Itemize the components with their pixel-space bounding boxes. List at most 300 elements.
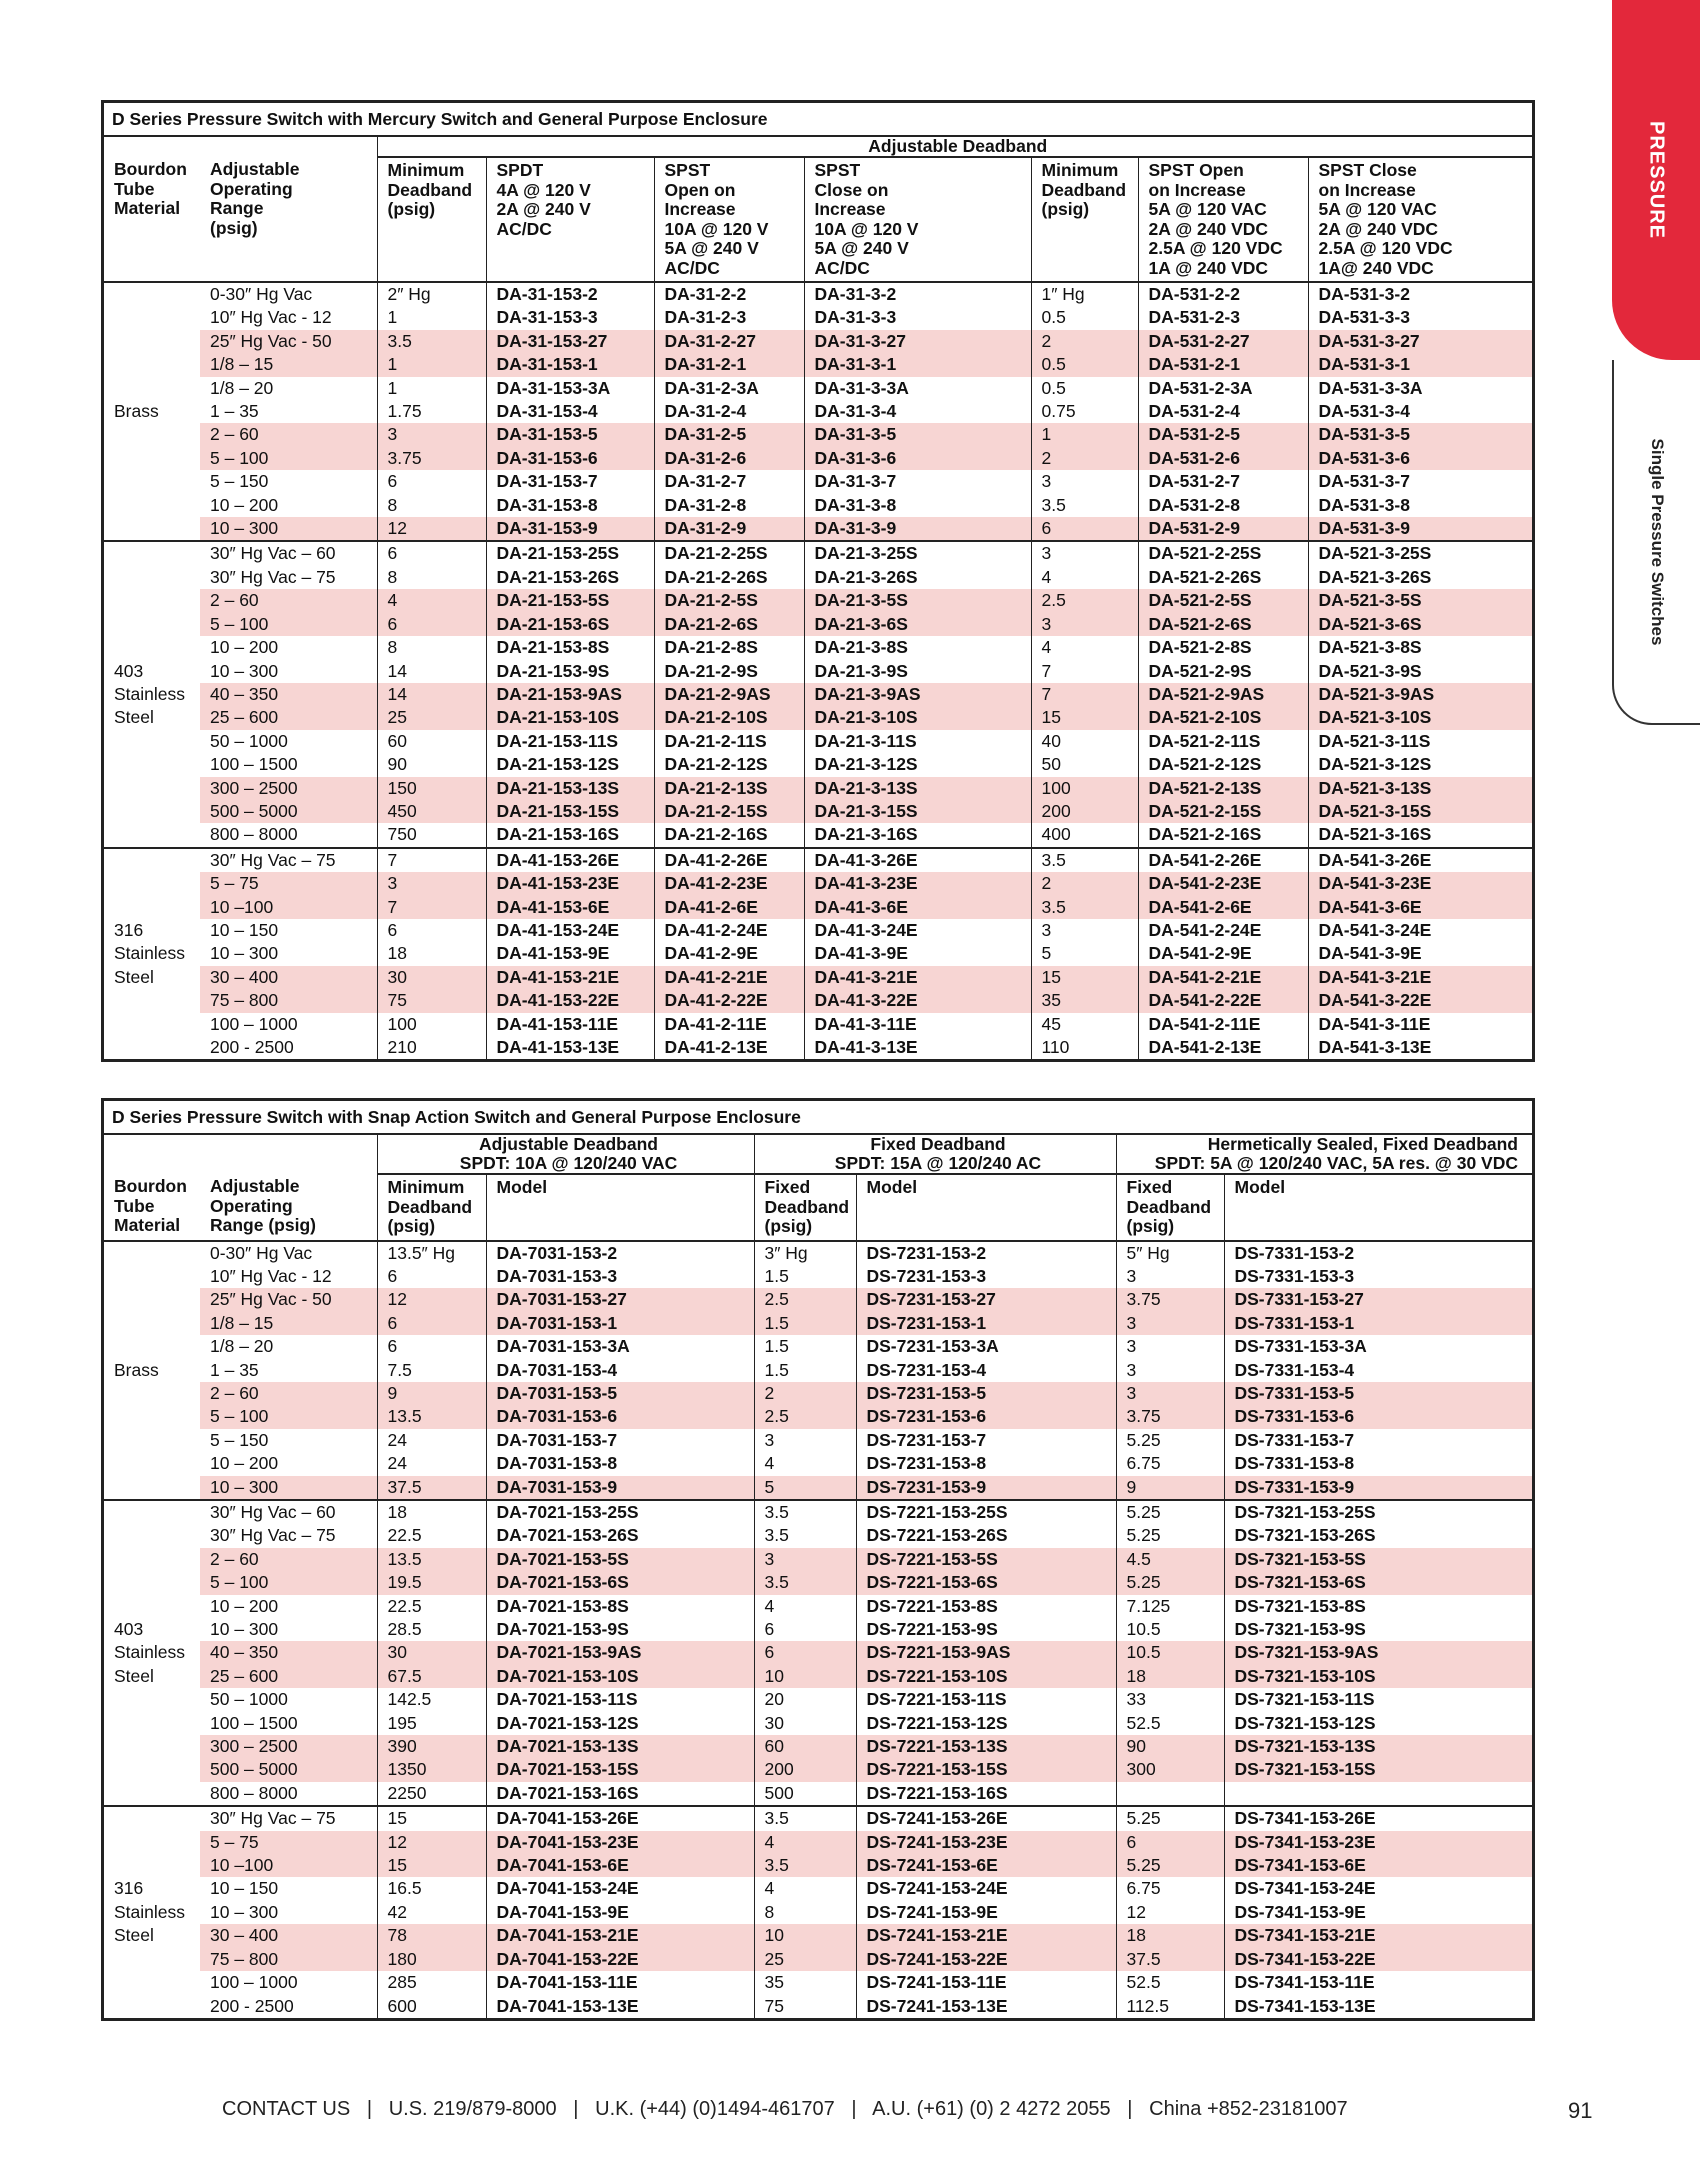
table-cell: DA-21-3-12S [804, 753, 1031, 776]
table-cell: 90 [1116, 1735, 1224, 1758]
table-row [104, 330, 1532, 353]
table-cell: 1 [377, 353, 486, 376]
table-cell: 0.5 [1031, 377, 1138, 400]
header-line: 5A @ 120 VAC [1318, 199, 1437, 219]
table-cell: DA-31-153-2 [486, 282, 654, 306]
table-cell: DS-7241-153-24E [856, 1877, 1116, 1900]
table-row [104, 423, 1532, 446]
table-cell: DS-7221-153-11S [856, 1688, 1116, 1711]
section-tab-pressure[interactable] [1612, 0, 1700, 360]
table-cell: DA-21-3-10S [804, 706, 1031, 729]
header-line: Stainless [114, 683, 186, 704]
table-cell: 3.5 [754, 1854, 856, 1877]
header-line: Model [866, 1177, 918, 1197]
table-cell: DS-7331-153-5 [1224, 1382, 1532, 1405]
table-cell: DA-7041-153-11E [486, 1971, 754, 1994]
table-cell: DA-531-3-3 [1308, 306, 1532, 329]
table-cell: 3 [377, 872, 486, 895]
table-cell: 3.5 [754, 1500, 856, 1524]
table-cell: DA-21-2-5S [654, 589, 804, 612]
table-cell: DA-7031-153-7 [486, 1429, 754, 1452]
table-cell: 300 [1116, 1758, 1224, 1781]
table-cell: DS-7221-153-16S [856, 1782, 1116, 1806]
table-cell: DA-7031-153-3A [486, 1335, 754, 1358]
table-cell: 750 [377, 823, 486, 847]
table-cell: 3 [1031, 919, 1138, 942]
table-cell: DA-41-2-23E [654, 872, 804, 895]
table-row [104, 1924, 1532, 1947]
header-line: 2A @ 240 VDC [1148, 218, 1269, 239]
table-cell: 8 [377, 566, 486, 589]
table-cell: DA-7031-153-8 [486, 1452, 754, 1475]
table-cell: DA-41-2-9E [654, 942, 804, 965]
table-cell: DA-521-2-11S [1138, 730, 1308, 753]
table-cell: 4.5 [1116, 1548, 1224, 1571]
table-cell: 50 – 1000 [210, 730, 288, 751]
group-header: Adjustable Deadband [377, 136, 1532, 157]
table-cell: DA-21-3-11S [804, 730, 1031, 753]
table-cell: 5 – 100 [200, 447, 377, 470]
header-line: 1A @ 240 VDC [1148, 257, 1269, 278]
table-cell: 10 – 300 [210, 660, 279, 681]
table-cell: DA-31-2-1 [654, 353, 804, 376]
table-cell: 14 [377, 660, 486, 683]
table-cell: DA-21-153-16S [486, 823, 654, 847]
table-row [104, 566, 1532, 589]
header-line: Fixed Deadband [870, 1134, 1006, 1154]
table-cell: DA-531-2-3A [1138, 377, 1308, 400]
table-cell: DS-7341-153-23E [1224, 1831, 1532, 1854]
table-cell: 75 – 800 [200, 1948, 377, 1971]
table-cell: 6 [377, 1335, 486, 1358]
header-line: 10A @ 120 V [664, 218, 769, 239]
header-line: Fixed [1126, 1177, 1173, 1197]
table-cell: 6 [754, 1618, 856, 1641]
table-cell: DA-31-153-9 [486, 517, 654, 541]
table-cell [1224, 1782, 1532, 1806]
table-cell: DS-7231-153-7 [856, 1429, 1116, 1452]
table-cell: DA-21-3-5S [804, 589, 1031, 612]
table-cell: 6 [1116, 1831, 1224, 1854]
table-cell: DA-31-3-6 [804, 447, 1031, 470]
table-cell: 1.5 [754, 1265, 856, 1288]
table-cell: 9 [1116, 1476, 1224, 1500]
header-line: SPDT: 15A @ 120/240 AC [834, 1153, 1042, 1173]
table-cell: DA-541-2-6E [1138, 896, 1308, 919]
table-cell: 100 – 1000 [210, 1972, 298, 1993]
table-cell: DA-31-3-3 [804, 306, 1031, 329]
table-cell: DS-7231-153-5 [856, 1382, 1116, 1405]
table-cell: 30 [754, 1712, 856, 1735]
table-cell: 3.5 [754, 1806, 856, 1830]
table-cell: DA-31-3-3A [804, 377, 1031, 400]
column-header [1224, 1174, 1532, 1241]
table-cell: DS-7341-153-13E [1224, 1995, 1532, 2018]
header-line: 2.5A @ 120 VDC [1318, 238, 1453, 258]
table-row [104, 1688, 1532, 1711]
column-header [200, 157, 377, 282]
table-cell: DA-521-2-8S [1138, 636, 1308, 659]
table-cell: DS-7231-153-8 [856, 1452, 1116, 1475]
table-cell: 15 [1031, 966, 1138, 989]
table-cell: 5″ Hg [1116, 1241, 1224, 1265]
table-cell: 300 – 2500 [200, 777, 377, 800]
table-row [104, 683, 1532, 706]
table-cell: 3 [1031, 613, 1138, 636]
header-line: on Increase [1318, 179, 1416, 200]
table-cell: DS-7321-153-12S [1224, 1712, 1532, 1735]
table-cell: DA-541-3-22E [1308, 989, 1532, 1012]
table-cell: DA-541-2-26E [1138, 848, 1308, 872]
table-cell: DA-7021-153-5S [486, 1548, 754, 1571]
table-cell: 1.5 [754, 1312, 856, 1335]
table-cell: DA-31-2-9 [654, 517, 804, 541]
table-cell: DS-7321-153-10S [1224, 1665, 1532, 1688]
table-cell: DA-541-3-26E [1308, 848, 1532, 872]
table-cell: DA-541-2-21E [1138, 966, 1308, 989]
table-cell: 3 [754, 1548, 856, 1571]
table-cell: DS-7331-153-9 [1224, 1476, 1532, 1500]
table-cell: 400 [1031, 823, 1138, 847]
table-cell: 2.5 [754, 1288, 856, 1311]
header-line: AC/DC [496, 218, 552, 239]
table-cell: DA-31-153-1 [486, 353, 654, 376]
header-line: Stainless [114, 1901, 186, 1922]
table-cell: 19.5 [377, 1571, 486, 1594]
table-cell: 8 [754, 1901, 856, 1924]
table-row [104, 282, 1532, 306]
column-header [654, 157, 804, 282]
table-cell: 180 [377, 1948, 486, 1971]
table-row [104, 494, 1532, 517]
table-row [104, 1312, 1532, 1335]
header-line: (psig) [387, 199, 436, 219]
table-cell: DA-531-2-5 [1138, 423, 1308, 446]
table-cell: DA-31-3-5 [804, 423, 1031, 446]
column-header [377, 1174, 486, 1241]
table-cell: 3 [1116, 1359, 1224, 1382]
table-cell: 13.5″ Hg [377, 1241, 486, 1265]
section-tab-label: PRESSURE [1645, 120, 1668, 240]
table-row [104, 1524, 1532, 1547]
header-line: Steel [114, 707, 154, 728]
table-cell: DS-7321-153-25S [1224, 1500, 1532, 1524]
table-cell: 13.5 [377, 1405, 486, 1428]
table-cell: DA-41-3-24E [804, 919, 1031, 942]
table-cell: DS-7241-153-26E [856, 1806, 1116, 1830]
table-row [104, 1995, 1532, 2018]
table-cell: DS-7321-153-6S [1224, 1571, 1532, 1594]
table-cell: 30″ Hg Vac – 75 [210, 566, 336, 587]
table-cell: DA-21-153-9S [486, 660, 654, 683]
header-line: Deadband [764, 1196, 850, 1217]
table-cell: DS-7341-153-9E [1224, 1901, 1532, 1924]
table-row [104, 1382, 1532, 1405]
table-cell: 16.5 [377, 1877, 486, 1900]
table-cell: 25 – 600 [200, 706, 377, 729]
table-cell: 200 - 2500 [210, 1037, 294, 1057]
table-row [104, 589, 1532, 612]
table-cell: 6 [754, 1641, 856, 1664]
table-cell: 4 [1031, 636, 1138, 659]
table-cell: 30″ Hg Vac – 75 [210, 1525, 336, 1546]
table-cell: 52.5 [1116, 1712, 1224, 1735]
table-cell: DA-531-3-8 [1308, 494, 1532, 517]
table-cell: 1.5 [754, 1359, 856, 1382]
table-row [104, 470, 1532, 493]
table-cell: DA-21-2-11S [654, 730, 804, 753]
header-line: Adjustable [210, 159, 300, 179]
header-line: Deadband [387, 1196, 473, 1217]
table-cell: DA-7041-153-22E [486, 1948, 754, 1971]
table-cell: DA-31-3-27 [804, 330, 1031, 353]
table-cell: 4 [377, 589, 486, 612]
table-row [104, 1013, 1532, 1036]
table-cell: DA-31-2-3A [654, 377, 804, 400]
table-cell: 25 – 600 [200, 1665, 377, 1688]
table-cell: 1 [377, 306, 486, 329]
table-cell: 3.5 [1031, 494, 1138, 517]
table-cell: DA-41-153-22E [486, 989, 654, 1012]
table-cell: 5.25 [1116, 1524, 1224, 1547]
header-line: SPST Close [1318, 160, 1417, 180]
header-line: Operating [210, 1195, 293, 1216]
table-cell: DA-521-2-13S [1138, 777, 1308, 800]
table-cell: DA-41-2-24E [654, 919, 804, 942]
column-header [1031, 157, 1138, 282]
table-row [104, 1036, 1532, 1059]
header-line: Increase [814, 199, 886, 219]
header-spacer [104, 1134, 377, 1174]
table-cell: 10 –100 [200, 1854, 377, 1877]
header-line: SPDT [496, 160, 544, 180]
table-cell: DS-7331-153-3 [1224, 1265, 1532, 1288]
table-cell: 5 [754, 1476, 856, 1500]
table-row [104, 1452, 1532, 1475]
table-cell: DA-7041-153-24E [486, 1877, 754, 1900]
table-cell: DS-7221-153-10S [856, 1665, 1116, 1688]
table-cell: DA-41-3-22E [804, 989, 1031, 1012]
table-cell: DA-531-3-7 [1308, 470, 1532, 493]
table-cell: DS-7221-153-9AS [856, 1641, 1116, 1664]
table-cell: DA-541-3-23E [1308, 872, 1532, 895]
header-line: Steel [114, 1925, 154, 1946]
table-cell: DA-521-3-11S [1308, 730, 1532, 753]
table-cell: DA-21-153-9AS [486, 683, 654, 706]
table-cell: DA-41-3-9E [804, 942, 1031, 965]
table-cell: 20 [754, 1688, 856, 1711]
table-cell: 100 – 1500 [210, 754, 298, 775]
table-cell: 2 [1031, 872, 1138, 895]
table-cell: 5 – 75 [200, 1831, 377, 1854]
table-cell: DA-21-3-26S [804, 566, 1031, 589]
table-cell: 200 [1031, 800, 1138, 823]
table-cell: 5 – 100 [200, 1571, 377, 1594]
table-cell: DS-7321-153-11S [1224, 1688, 1532, 1711]
table-row [104, 1854, 1532, 1877]
table-cell: DS-7321-153-9AS [1224, 1641, 1532, 1664]
table-cell: DA-521-3-13S [1308, 777, 1532, 800]
table-cell: DA-541-3-13E [1308, 1036, 1532, 1059]
table-cell: 7 [1031, 660, 1138, 683]
subsection-tab-label: Single Pressure Switches [1648, 438, 1667, 645]
table-cell: 2.5 [1031, 589, 1138, 612]
material-cell [104, 1806, 200, 2018]
table-cell: 18 [1116, 1665, 1224, 1688]
table-cell: DA-21-3-6S [804, 613, 1031, 636]
table-cell: DA-7021-153-11S [486, 1688, 754, 1711]
table-cell: DA-7041-153-26E [486, 1806, 754, 1830]
table-cell: DA-531-3-27 [1308, 330, 1532, 353]
table-cell: 6 [377, 919, 486, 942]
table-cell: DA-521-3-6S [1308, 613, 1532, 636]
table-cell: DA-21-2-13S [654, 777, 804, 800]
table-cell: 1 – 35 [210, 401, 259, 422]
table-cell: 10 – 200 [210, 1453, 279, 1474]
table-cell: DS-7231-153-3A [856, 1335, 1116, 1358]
table-cell: DS-7221-153-9S [856, 1618, 1116, 1641]
table-cell: 10 – 300 [210, 1901, 279, 1922]
table-cell: 7.5 [377, 1359, 486, 1382]
table-cell: DA-41-3-21E [804, 966, 1031, 989]
table-cell: 9 [377, 1382, 486, 1405]
table-cell: 22.5 [377, 1524, 486, 1547]
table-row [104, 848, 1532, 872]
table-cell: DA-21-153-8S [486, 636, 654, 659]
table-cell: 52.5 [1116, 1971, 1224, 1994]
table-cell: 3 [1116, 1335, 1224, 1358]
table-cell: DA-541-2-9E [1138, 942, 1308, 965]
table-cell: DS-7321-153-13S [1224, 1735, 1532, 1758]
table-cell: 2″ Hg [377, 282, 486, 306]
table-cell: DS-7241-153-21E [856, 1924, 1116, 1947]
table-cell: 75 [754, 1995, 856, 2018]
table-cell: 3.5 [754, 1571, 856, 1594]
table-cell: 5 – 150 [210, 1429, 269, 1450]
table-cell: DA-31-2-4 [654, 400, 804, 423]
table-cell: DA-521-2-5S [1138, 589, 1308, 612]
table-cell: 18 [377, 1500, 486, 1524]
table-cell: 200 [754, 1758, 856, 1781]
table-cell: 500 – 5000 [200, 800, 377, 823]
header-line: SPDT: 10A @ 120/240 VAC [459, 1153, 678, 1173]
table-cell: 3.5 [377, 330, 486, 353]
table-cell: 10 [754, 1924, 856, 1947]
table-row [104, 541, 1532, 565]
table-cell: DA-7021-153-26S [486, 1524, 754, 1547]
table-cell: 5 – 100 [200, 613, 377, 636]
table-cell: 1.5 [754, 1335, 856, 1358]
table-cell: DA-31-153-3 [486, 306, 654, 329]
table-cell: DA-21-153-5S [486, 589, 654, 612]
section-tab-single-pressure-switches[interactable] [1612, 360, 1700, 725]
header-line: 316 [114, 919, 144, 940]
table-cell: DS-7231-153-6 [856, 1405, 1116, 1428]
table-cell: 110 [1031, 1036, 1138, 1059]
header-line: Open on [664, 179, 736, 200]
table-row [104, 1429, 1532, 1452]
table-cell: 10.5 [1116, 1618, 1224, 1641]
table-cell [1116, 1782, 1224, 1806]
table-row [104, 1571, 1532, 1594]
column-header [856, 1174, 1116, 1241]
table-cell: DA-531-2-9 [1138, 517, 1308, 541]
table-cell: DA-531-3-1 [1308, 353, 1532, 376]
table-cell: DS-7331-153-4 [1224, 1359, 1532, 1382]
table-cell: DA-21-153-12S [486, 753, 654, 776]
column-header [754, 1174, 856, 1241]
header-line: Minimum [387, 1177, 465, 1197]
table-cell: DA-21-2-10S [654, 706, 804, 729]
table-cell: DA-41-2-13E [654, 1036, 804, 1059]
column-header [486, 157, 654, 282]
table-cell: DS-7341-153-24E [1224, 1877, 1532, 1900]
table-cell: DA-541-3-21E [1308, 966, 1532, 989]
column-header [104, 1174, 200, 1241]
table-cell: 2 [1031, 330, 1138, 353]
table-cell: DS-7321-153-15S [1224, 1758, 1532, 1781]
table-cell: DA-41-153-23E [486, 872, 654, 895]
table-cell: 4 [754, 1452, 856, 1475]
table-cell: 6.75 [1116, 1877, 1224, 1900]
table-cell: 4 [754, 1831, 856, 1854]
table-row [104, 1712, 1532, 1735]
group-header [377, 1134, 754, 1174]
table-cell: DA-31-2-6 [654, 447, 804, 470]
table-cell: 300 – 2500 [200, 1735, 377, 1758]
table-cell: 1 – 35 [210, 1359, 259, 1380]
table-cell: DA-521-3-9S [1308, 660, 1532, 683]
table-cell: DS-7331-153-27 [1224, 1288, 1532, 1311]
table-cell: 30″ Hg Vac – 75 [200, 1806, 377, 1830]
table-cell: DA-21-2-9S [654, 660, 804, 683]
table-cell: 1.75 [377, 400, 486, 423]
table-cell: DS-7241-153-11E [856, 1971, 1116, 1994]
table-row [104, 1641, 1532, 1664]
header-line: SPST [664, 160, 711, 180]
table-cell: DA-41-153-11E [486, 1013, 654, 1036]
table-cell: 30″ Hg Vac – 75 [200, 848, 377, 872]
header-line: Range [210, 198, 264, 218]
table-cell: 10 – 300 [200, 517, 377, 541]
table-cell: DA-31-3-4 [804, 400, 1031, 423]
table-cell: 50 – 1000 [210, 1689, 288, 1710]
table-cell: DA-7041-153-6E [486, 1854, 754, 1877]
table-cell: DA-7031-153-27 [486, 1288, 754, 1311]
table-cell: DS-7331-153-2 [1224, 1241, 1532, 1265]
table-cell: 200 - 2500 [210, 1995, 294, 2016]
table-cell: 6.75 [1116, 1452, 1224, 1475]
table-row [104, 1971, 1532, 1994]
table-cell: DA-31-153-4 [486, 400, 654, 423]
table-cell: 210 [377, 1036, 486, 1059]
table-cell: DA-7021-153-25S [486, 1500, 754, 1524]
table-cell: 800 – 8000 [210, 824, 298, 845]
table-cell: 35 [754, 1971, 856, 1994]
header-line: Fixed [764, 1177, 811, 1197]
table-cell: DS-7321-153-5S [1224, 1548, 1532, 1571]
table-cell: DA-521-2-9AS [1138, 683, 1308, 706]
header-line: Model [496, 1177, 548, 1197]
table-cell: DA-31-3-1 [804, 353, 1031, 376]
table-cell: 7.125 [1116, 1595, 1224, 1618]
header-line: Brass [114, 401, 159, 422]
table-cell: DA-521-2-9S [1138, 660, 1308, 683]
table-cell: DA-521-2-26S [1138, 566, 1308, 589]
table-row [104, 942, 1532, 965]
table-cell: 10 – 300 [210, 1619, 279, 1639]
table-cell: 6 [1031, 517, 1138, 541]
